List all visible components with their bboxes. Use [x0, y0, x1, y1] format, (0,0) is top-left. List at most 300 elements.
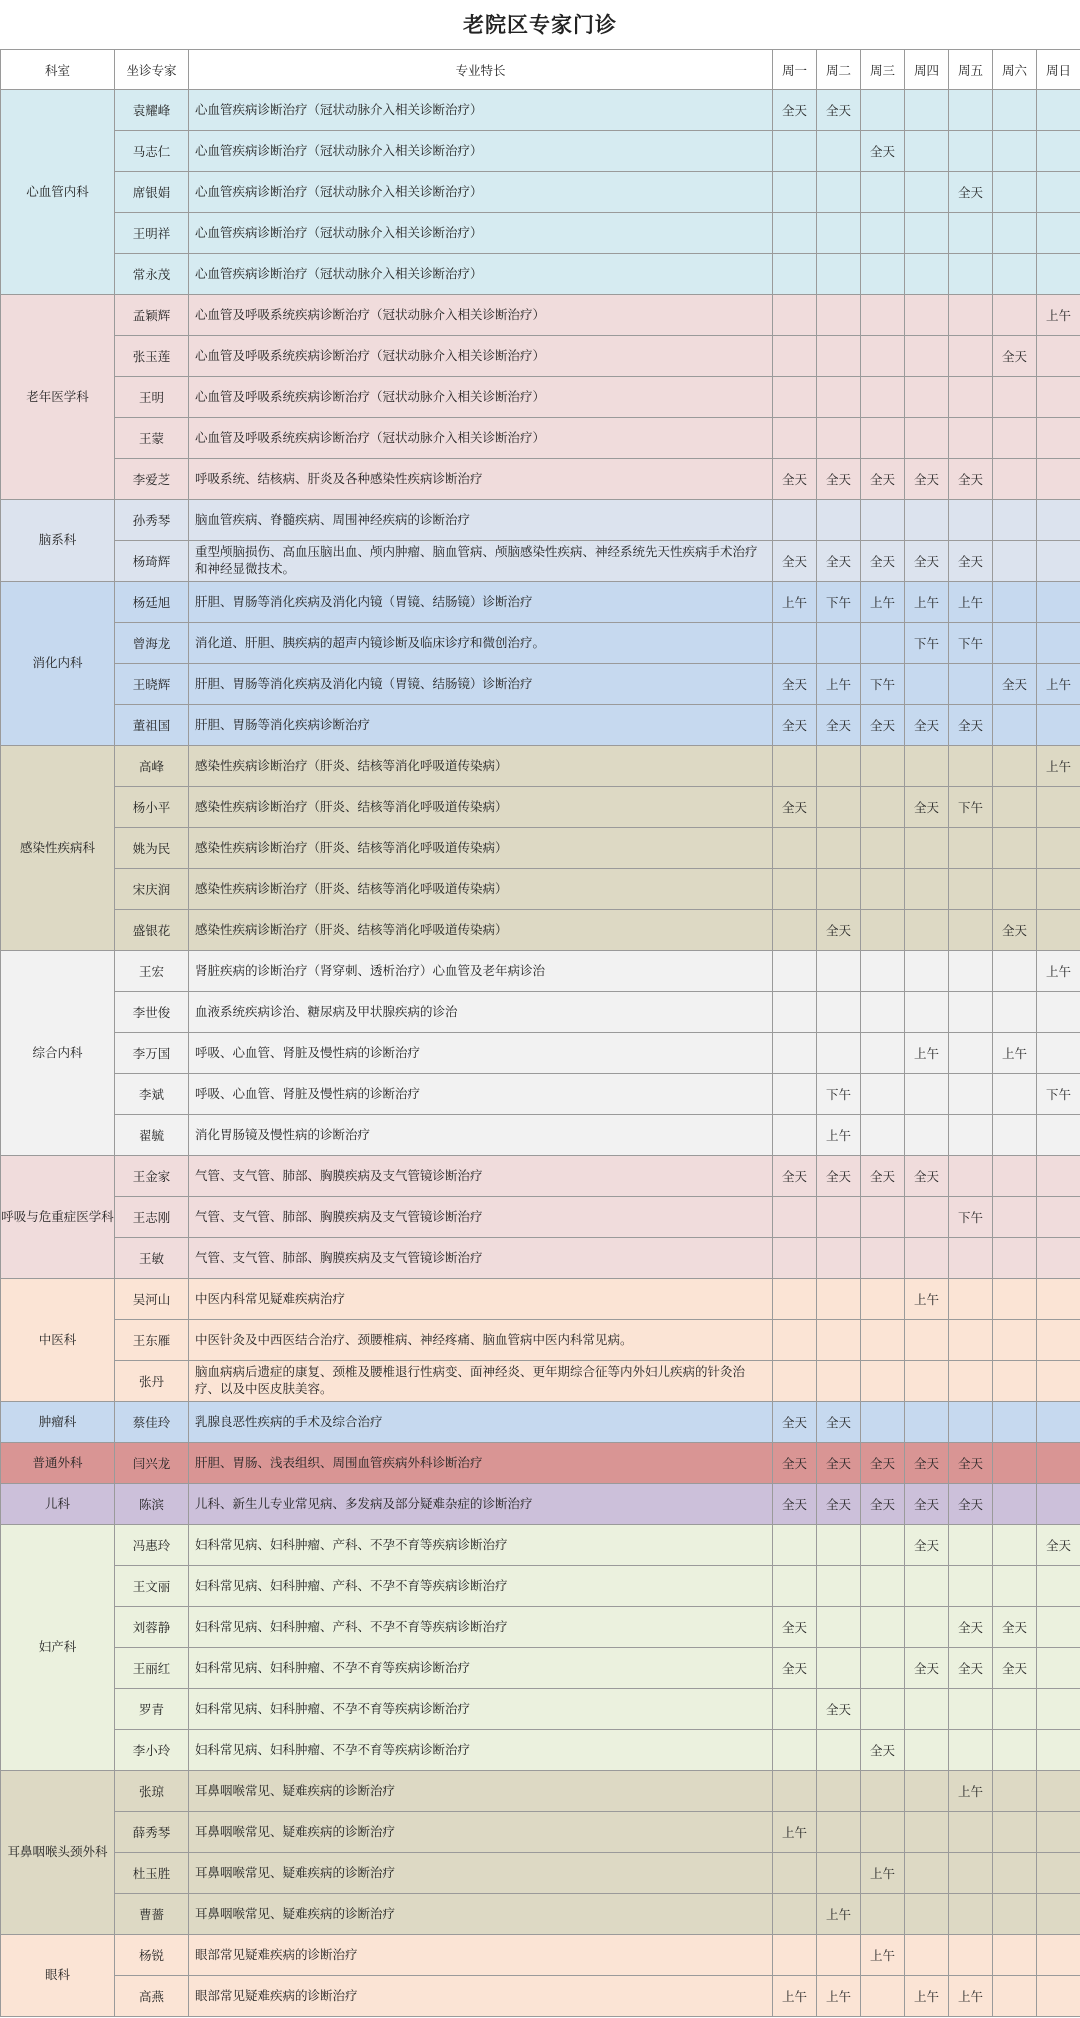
schedule-thursday: 全天 [905, 1525, 949, 1566]
schedule-wednesday [861, 1894, 905, 1935]
schedule-friday [949, 418, 993, 459]
schedule-thursday: 全天 [905, 459, 949, 500]
table-row [1, 295, 1080, 336]
schedule-saturday [993, 1935, 1037, 1976]
table-row [1, 1607, 1080, 1648]
schedule-monday [773, 869, 817, 910]
schedule-saturday: 全天 [993, 910, 1037, 951]
doctor-name: 高燕 [115, 1976, 189, 2017]
schedule-friday [949, 1115, 993, 1156]
schedule-friday [949, 254, 993, 295]
department-cell: 肿瘤科 [1, 1402, 115, 1443]
doctor-name: 王明 [115, 377, 189, 418]
schedule-sunday [1037, 377, 1080, 418]
schedule-saturday [993, 377, 1037, 418]
schedule-tuesday [817, 1853, 861, 1894]
schedule-monday [773, 992, 817, 1033]
specialty-text: 感染性疾病诊断治疗（肝炎、结核等消化呼吸道传染病） [189, 828, 773, 869]
schedule-sunday [1037, 213, 1080, 254]
specialty-text: 心血管及呼吸系统疾病诊断治疗（冠状动脉介入相关诊断治疗） [189, 295, 773, 336]
schedule-tuesday [817, 500, 861, 541]
schedule-saturday [993, 1812, 1037, 1853]
schedule-monday [773, 910, 817, 951]
schedule-wednesday [861, 992, 905, 1033]
specialty-text: 肝胆、胃肠等消化疾病诊断治疗 [189, 705, 773, 746]
schedule-sunday [1037, 1935, 1080, 1976]
schedule-wednesday [861, 1361, 905, 1402]
schedule-wednesday [861, 1238, 905, 1279]
schedule-sunday: 上午 [1037, 295, 1080, 336]
schedule-tuesday [817, 1238, 861, 1279]
specialty-text: 耳鼻咽喉常见、疑难疾病的诊断治疗 [189, 1894, 773, 1935]
schedule-monday: 全天 [773, 1156, 817, 1197]
header-friday: 周五 [949, 50, 993, 90]
schedule-tuesday [817, 1320, 861, 1361]
schedule-sunday [1037, 172, 1080, 213]
specialty-text: 儿科、新生儿专业常见病、多发病及部分疑难杂症的诊断治疗 [189, 1484, 773, 1525]
doctor-name: 李万国 [115, 1033, 189, 1074]
schedule-saturday [993, 1730, 1037, 1771]
schedule-tuesday: 全天 [817, 1484, 861, 1525]
schedule-tuesday: 上午 [817, 1115, 861, 1156]
doctor-name: 姚为民 [115, 828, 189, 869]
schedule-saturday [993, 1156, 1037, 1197]
schedule-wednesday: 全天 [861, 1443, 905, 1484]
schedule-monday: 上午 [773, 1976, 817, 2017]
schedule-tuesday: 全天 [817, 910, 861, 951]
department-cell: 脑系科 [1, 500, 115, 582]
department-cell: 普通外科 [1, 1443, 115, 1484]
schedule-friday: 上午 [949, 1976, 993, 2017]
specialty-text: 心血管疾病诊断治疗（冠状动脉介入相关诊断治疗） [189, 254, 773, 295]
schedule-monday [773, 828, 817, 869]
schedule-friday [949, 1074, 993, 1115]
schedule-friday: 全天 [949, 459, 993, 500]
schedule-saturday [993, 131, 1037, 172]
schedule-sunday [1037, 1443, 1080, 1484]
schedule-monday [773, 336, 817, 377]
doctor-name: 冯惠玲 [115, 1525, 189, 1566]
schedule-wednesday [861, 500, 905, 541]
schedule-tuesday [817, 992, 861, 1033]
specialty-text: 中医内科常见疑难疾病治疗 [189, 1279, 773, 1320]
schedule-thursday [905, 828, 949, 869]
schedule-friday: 全天 [949, 541, 993, 582]
table-row [1, 1648, 1080, 1689]
department-cell: 综合内科 [1, 951, 115, 1156]
schedule-friday [949, 1689, 993, 1730]
schedule-sunday [1037, 1812, 1080, 1853]
specialty-text: 心血管及呼吸系统疾病诊断治疗（冠状动脉介入相关诊断治疗） [189, 336, 773, 377]
schedule-sunday [1037, 1730, 1080, 1771]
schedule-wednesday [861, 869, 905, 910]
schedule-friday [949, 500, 993, 541]
schedule-tuesday [817, 1279, 861, 1320]
department-cell: 妇产科 [1, 1525, 115, 1771]
schedule-monday: 上午 [773, 1812, 817, 1853]
schedule-wednesday [861, 377, 905, 418]
table-row [1, 336, 1080, 377]
schedule-monday [773, 131, 817, 172]
specialty-text: 心血管及呼吸系统疾病诊断治疗（冠状动脉介入相关诊断治疗） [189, 377, 773, 418]
schedule-sunday [1037, 992, 1080, 1033]
specialty-text: 妇科常见病、妇科肿瘤、产科、不孕不育等疾病诊断治疗 [189, 1607, 773, 1648]
table-row [1, 746, 1080, 787]
schedule-thursday [905, 1361, 949, 1402]
schedule-sunday [1037, 582, 1080, 623]
doctor-name: 蔡佳玲 [115, 1402, 189, 1443]
doctor-name: 李斌 [115, 1074, 189, 1115]
schedule-tuesday: 全天 [817, 1156, 861, 1197]
doctor-name: 罗青 [115, 1689, 189, 1730]
doctor-name: 杨锐 [115, 1935, 189, 1976]
table-row [1, 1771, 1080, 1812]
specialty-text: 感染性疾病诊断治疗（肝炎、结核等消化呼吸道传染病） [189, 787, 773, 828]
table-row [1, 910, 1080, 951]
specialty-text: 耳鼻咽喉常见、疑难疾病的诊断治疗 [189, 1771, 773, 1812]
schedule-wednesday [861, 1074, 905, 1115]
schedule-thursday [905, 500, 949, 541]
schedule-saturday [993, 295, 1037, 336]
doctor-name: 王金家 [115, 1156, 189, 1197]
schedule-monday [773, 172, 817, 213]
specialty-text: 重型颅脑损伤、高血压脑出血、颅内肿瘤、脑血管病、颅脑感染性疾病、神经系统先天性疾病手术治疗和神经显微技术。 [189, 541, 773, 582]
schedule-thursday: 上午 [905, 582, 949, 623]
specialty-text: 血液系统疾病诊治、糖尿病及甲状腺疾病的诊治 [189, 992, 773, 1033]
header-department: 科室 [1, 50, 115, 90]
schedule-monday [773, 1361, 817, 1402]
doctor-name: 张玉莲 [115, 336, 189, 377]
table-row [1, 664, 1080, 705]
table-row [1, 869, 1080, 910]
schedule-monday: 全天 [773, 459, 817, 500]
doctor-name: 曾海龙 [115, 623, 189, 664]
table-row [1, 131, 1080, 172]
clinic-schedule-table [0, 49, 1080, 2017]
schedule-saturday [993, 172, 1037, 213]
schedule-friday [949, 1238, 993, 1279]
schedule-sunday [1037, 90, 1080, 131]
schedule-tuesday: 全天 [817, 1689, 861, 1730]
schedule-wednesday [861, 787, 905, 828]
schedule-wednesday: 全天 [861, 1484, 905, 1525]
schedule-thursday [905, 172, 949, 213]
schedule-friday [949, 1853, 993, 1894]
schedule-monday: 全天 [773, 1648, 817, 1689]
schedule-tuesday: 全天 [817, 541, 861, 582]
schedule-wednesday: 全天 [861, 459, 905, 500]
schedule-friday [949, 746, 993, 787]
doctor-name: 孙秀琴 [115, 500, 189, 541]
schedule-thursday [905, 377, 949, 418]
schedule-sunday [1037, 254, 1080, 295]
schedule-thursday [905, 254, 949, 295]
doctor-name: 王敏 [115, 1238, 189, 1279]
doctor-name: 王丽红 [115, 1648, 189, 1689]
schedule-saturday [993, 1443, 1037, 1484]
table-row [1, 1812, 1080, 1853]
specialty-text: 肝胆、胃肠等消化疾病及消化内镜（胃镜、结肠镜）诊断治疗 [189, 582, 773, 623]
table-row [1, 1115, 1080, 1156]
specialty-text: 气管、支气管、肺部、胸膜疾病及支气管镜诊断治疗 [189, 1238, 773, 1279]
table-row [1, 1566, 1080, 1607]
schedule-wednesday [861, 1279, 905, 1320]
schedule-wednesday [861, 418, 905, 459]
doctor-name: 王宏 [115, 951, 189, 992]
schedule-thursday: 上午 [905, 1279, 949, 1320]
table-row [1, 1976, 1080, 2017]
schedule-wednesday [861, 1771, 905, 1812]
schedule-sunday [1037, 1894, 1080, 1935]
schedule-monday [773, 1853, 817, 1894]
table-row [1, 1443, 1080, 1484]
schedule-saturday [993, 1853, 1037, 1894]
schedule-wednesday: 上午 [861, 1853, 905, 1894]
department-cell: 感染性疾病科 [1, 746, 115, 951]
schedule-wednesday [861, 1320, 905, 1361]
schedule-friday [949, 213, 993, 254]
schedule-friday: 全天 [949, 1484, 993, 1525]
department-cell: 老年医学科 [1, 295, 115, 500]
schedule-monday [773, 500, 817, 541]
schedule-saturday [993, 1279, 1037, 1320]
schedule-thursday [905, 90, 949, 131]
doctor-name: 杨小平 [115, 787, 189, 828]
schedule-wednesday: 全天 [861, 131, 905, 172]
schedule-wednesday [861, 1033, 905, 1074]
department-cell: 呼吸与危重症医学科 [1, 1156, 115, 1279]
table-row [1, 418, 1080, 459]
schedule-sunday [1037, 869, 1080, 910]
doctor-name: 张丹 [115, 1361, 189, 1402]
schedule-saturday [993, 459, 1037, 500]
schedule-tuesday [817, 1771, 861, 1812]
schedule-sunday [1037, 910, 1080, 951]
schedule-wednesday [861, 1976, 905, 2017]
schedule-friday [949, 992, 993, 1033]
specialty-text: 呼吸、心血管、肾脏及慢性病的诊断治疗 [189, 1074, 773, 1115]
schedule-tuesday [817, 1033, 861, 1074]
schedule-friday [949, 910, 993, 951]
specialty-text: 中医针灸及中西医结合治疗、颈腰椎病、神经疼痛、脑血管病中医内科常见病。 [189, 1320, 773, 1361]
schedule-thursday [905, 1566, 949, 1607]
doctor-name: 马志仁 [115, 131, 189, 172]
specialty-text: 气管、支气管、肺部、胸膜疾病及支气管镜诊断治疗 [189, 1156, 773, 1197]
schedule-saturday [993, 254, 1037, 295]
schedule-wednesday: 全天 [861, 1156, 905, 1197]
schedule-friday [949, 90, 993, 131]
schedule-wednesday [861, 828, 905, 869]
schedule-tuesday: 下午 [817, 1074, 861, 1115]
schedule-tuesday [817, 951, 861, 992]
schedule-friday [949, 1566, 993, 1607]
schedule-friday: 全天 [949, 172, 993, 213]
schedule-wednesday [861, 1689, 905, 1730]
department-cell: 消化内科 [1, 582, 115, 746]
specialty-text: 心血管及呼吸系统疾病诊断治疗（冠状动脉介入相关诊断治疗） [189, 418, 773, 459]
table-row [1, 1935, 1080, 1976]
schedule-tuesday: 全天 [817, 90, 861, 131]
schedule-friday [949, 1812, 993, 1853]
schedule-friday: 上午 [949, 1771, 993, 1812]
schedule-sunday [1037, 1689, 1080, 1730]
doctor-name: 曹薔 [115, 1894, 189, 1935]
doctor-name: 李世俊 [115, 992, 189, 1033]
doctor-name: 翟毓 [115, 1115, 189, 1156]
table-row [1, 377, 1080, 418]
header-monday: 周一 [773, 50, 817, 90]
schedule-thursday [905, 1853, 949, 1894]
schedule-wednesday [861, 213, 905, 254]
doctor-name: 宋庆润 [115, 869, 189, 910]
schedule-monday [773, 1689, 817, 1730]
doctor-name: 王文丽 [115, 1566, 189, 1607]
schedule-monday: 全天 [773, 1607, 817, 1648]
doctor-name: 常永茂 [115, 254, 189, 295]
schedule-thursday [905, 295, 949, 336]
schedule-tuesday [817, 1566, 861, 1607]
schedule-wednesday [861, 1812, 905, 1853]
schedule-tuesday [817, 869, 861, 910]
schedule-wednesday [861, 295, 905, 336]
table-row [1, 213, 1080, 254]
schedule-thursday: 上午 [905, 1033, 949, 1074]
schedule-friday [949, 664, 993, 705]
schedule-sunday [1037, 1607, 1080, 1648]
schedule-monday: 全天 [773, 90, 817, 131]
schedule-sunday [1037, 828, 1080, 869]
schedule-tuesday [817, 1525, 861, 1566]
schedule-tuesday [817, 336, 861, 377]
table-row [1, 1402, 1080, 1443]
schedule-sunday [1037, 500, 1080, 541]
table-row [1, 1197, 1080, 1238]
schedule-thursday [905, 1115, 949, 1156]
specialty-text: 肝胆、胃肠、浅表组织、周围血管疾病外科诊断治疗 [189, 1443, 773, 1484]
schedule-tuesday [817, 1607, 861, 1648]
header-specialty: 专业特长 [189, 50, 773, 90]
schedule-wednesday [861, 1607, 905, 1648]
schedule-tuesday: 全天 [817, 1402, 861, 1443]
specialty-text: 眼部常见疑难疾病的诊断治疗 [189, 1935, 773, 1976]
schedule-saturday [993, 1525, 1037, 1566]
schedule-tuesday [817, 172, 861, 213]
table-header-row [1, 50, 1080, 90]
schedule-tuesday [817, 623, 861, 664]
schedule-friday [949, 869, 993, 910]
table-row [1, 1279, 1080, 1320]
schedule-wednesday [861, 746, 905, 787]
schedule-friday [949, 131, 993, 172]
table-row [1, 623, 1080, 664]
schedule-tuesday [817, 131, 861, 172]
schedule-wednesday [861, 1648, 905, 1689]
schedule-friday [949, 1279, 993, 1320]
schedule-sunday [1037, 1238, 1080, 1279]
schedule-monday [773, 254, 817, 295]
schedule-sunday [1037, 1566, 1080, 1607]
schedule-wednesday: 上午 [861, 582, 905, 623]
table-row [1, 705, 1080, 746]
schedule-wednesday: 上午 [861, 1935, 905, 1976]
schedule-thursday [905, 1730, 949, 1771]
schedule-monday [773, 1935, 817, 1976]
specialty-text: 感染性疾病诊断治疗（肝炎、结核等消化呼吸道传染病） [189, 910, 773, 951]
table-row [1, 90, 1080, 131]
schedule-friday [949, 295, 993, 336]
schedule-saturday [993, 1197, 1037, 1238]
schedule-thursday [905, 1402, 949, 1443]
schedule-friday: 全天 [949, 1648, 993, 1689]
specialty-text: 心血管疾病诊断治疗（冠状动脉介入相关诊断治疗） [189, 172, 773, 213]
doctor-name: 闫兴龙 [115, 1443, 189, 1484]
schedule-tuesday [817, 418, 861, 459]
doctor-name: 王东雁 [115, 1320, 189, 1361]
schedule-thursday [905, 992, 949, 1033]
specialty-text: 肝胆、胃肠等消化疾病及消化内镜（胃镜、结肠镜）诊断治疗 [189, 664, 773, 705]
schedule-saturday [993, 582, 1037, 623]
schedule-sunday [1037, 705, 1080, 746]
table-row [1, 541, 1080, 582]
header-doctor: 坐诊专家 [115, 50, 189, 90]
schedule-sunday: 全天 [1037, 1525, 1080, 1566]
schedule-thursday [905, 910, 949, 951]
schedule-saturday [993, 869, 1037, 910]
schedule-monday: 全天 [773, 541, 817, 582]
schedule-sunday [1037, 1320, 1080, 1361]
schedule-thursday [905, 951, 949, 992]
schedule-tuesday: 全天 [817, 705, 861, 746]
schedule-friday: 下午 [949, 623, 993, 664]
table-row [1, 1730, 1080, 1771]
doctor-name: 张琼 [115, 1771, 189, 1812]
schedule-friday [949, 377, 993, 418]
schedule-saturday: 全天 [993, 336, 1037, 377]
schedule-wednesday [861, 1525, 905, 1566]
specialty-text: 眼部常见疑难疾病的诊断治疗 [189, 1976, 773, 2017]
schedule-saturday [993, 1238, 1037, 1279]
schedule-tuesday: 全天 [817, 459, 861, 500]
schedule-friday [949, 1894, 993, 1935]
schedule-thursday [905, 418, 949, 459]
table-row [1, 1484, 1080, 1525]
doctor-name: 李小玲 [115, 1730, 189, 1771]
schedule-wednesday [861, 951, 905, 992]
schedule-tuesday [817, 1812, 861, 1853]
schedule-monday [773, 377, 817, 418]
schedule-sunday [1037, 1115, 1080, 1156]
schedule-tuesday [817, 787, 861, 828]
schedule-thursday [905, 664, 949, 705]
specialty-text: 妇科常见病、妇科肿瘤、产科、不孕不育等疾病诊断治疗 [189, 1566, 773, 1607]
page-title: 老院区专家门诊 [463, 12, 617, 37]
schedule-sunday: 上午 [1037, 664, 1080, 705]
doctor-name: 王蒙 [115, 418, 189, 459]
schedule-saturday: 上午 [993, 1033, 1037, 1074]
schedule-sunday [1037, 541, 1080, 582]
schedule-friday [949, 1402, 993, 1443]
schedule-thursday: 全天 [905, 787, 949, 828]
schedule-monday: 全天 [773, 1443, 817, 1484]
specialty-text: 感染性疾病诊断治疗（肝炎、结核等消化呼吸道传染病） [189, 869, 773, 910]
doctor-name: 王明祥 [115, 213, 189, 254]
specialty-text: 呼吸系统、结核病、肝炎及各种感染性疾病诊断治疗 [189, 459, 773, 500]
schedule-monday [773, 1525, 817, 1566]
schedule-tuesday [817, 1197, 861, 1238]
schedule-sunday [1037, 1361, 1080, 1402]
schedule-friday [949, 1156, 993, 1197]
schedule-saturday [993, 787, 1037, 828]
